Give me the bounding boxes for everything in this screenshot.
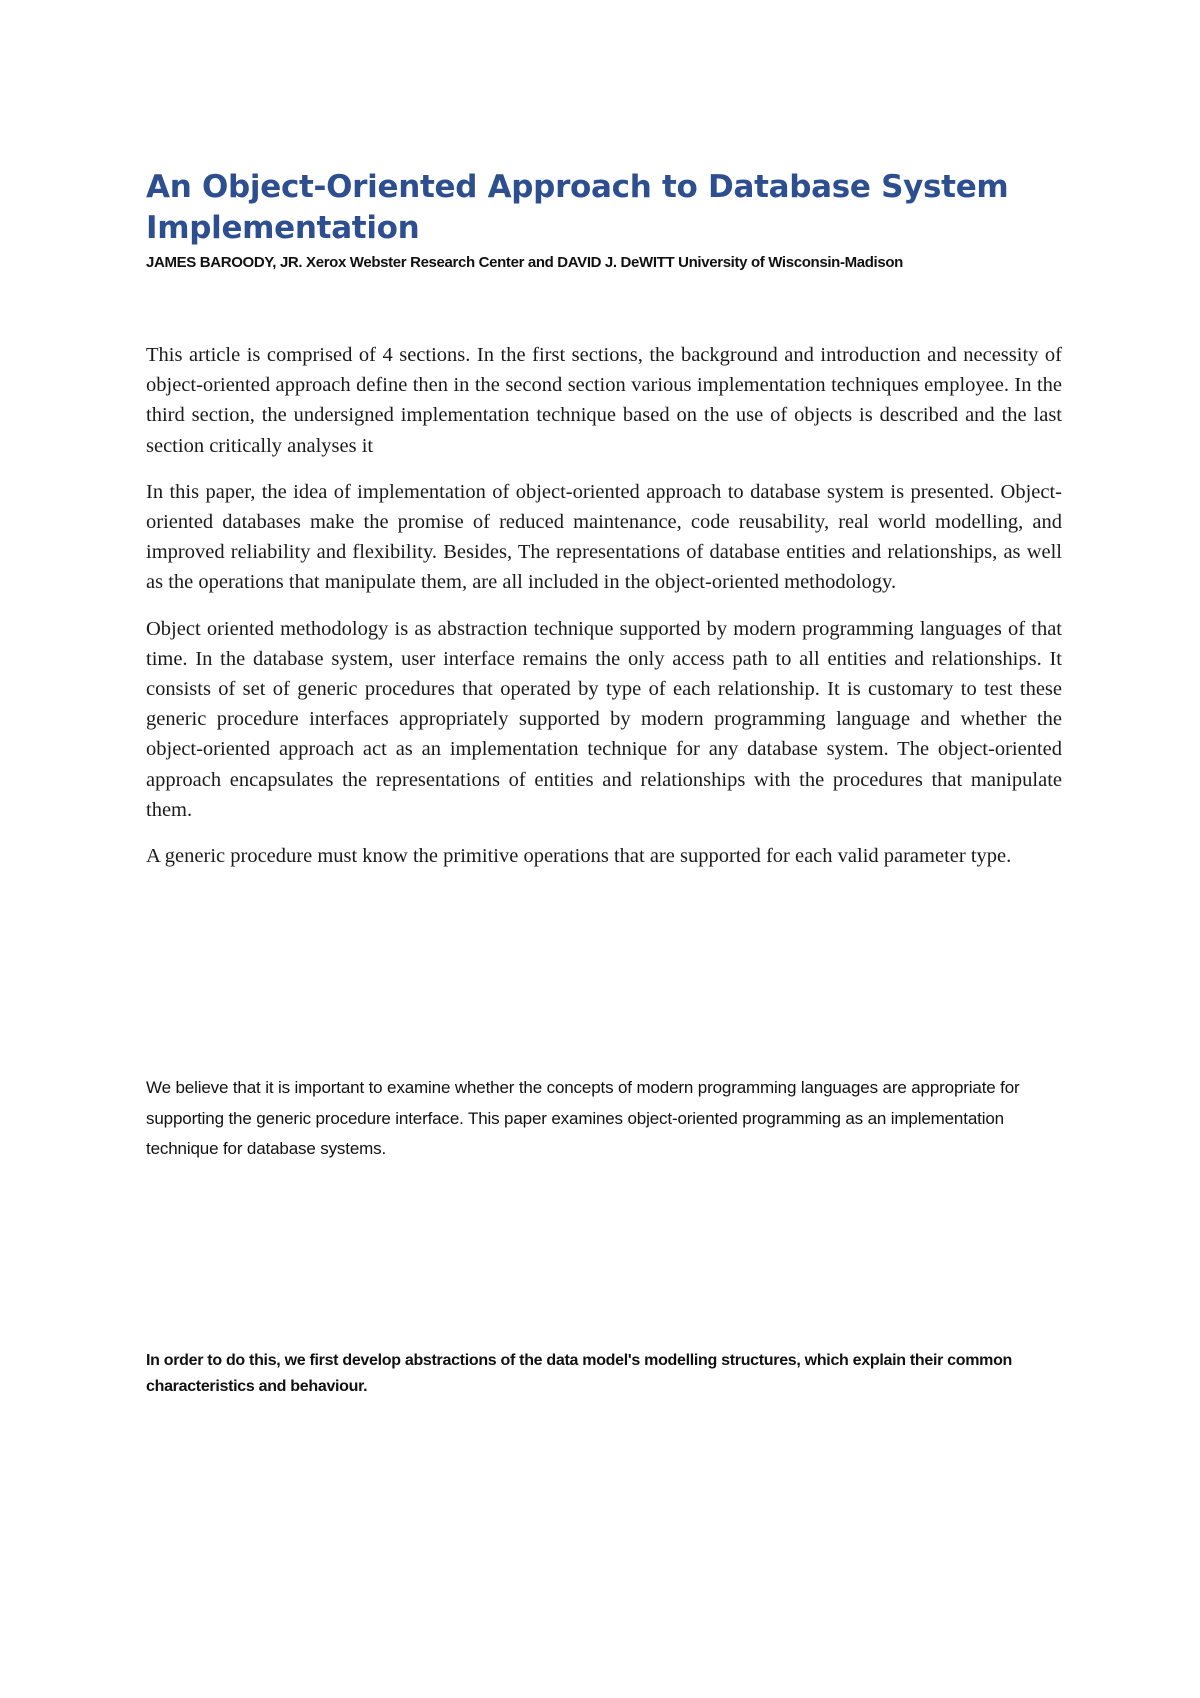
body-paragraph: A generic procedure must know the primitive operations that are supported for each valid parameter type. (146, 845, 1012, 868)
document-body (146, 340, 1062, 887)
body-paragraph: In this paper, the idea of implementation of object-oriented approach to database system is presented. Object-oriented databases make the promise of reduced maintenance, code reusability, real world modelling, and improved reliability and flexibility. Besides, The representations of database entities and relationships, as well as the operations that manipulate them, are all included in the object-oriented methodology. (146, 480, 1062, 594)
bold-note-paragraph: In order to do this, we first develop abstractions of the data model's modelling structures, which explain their common characteristics and behaviour. (146, 1352, 1013, 1395)
sans-note-paragraph: We believe that it is important to examine whether the concepts of modern programming languages are appropriate for supporting the generic procedure interface. This paper examines object-oriented programming as an implementation technique for database systems. (146, 1078, 1020, 1158)
document-title: An Object-Oriented Approach to Database System Implementation (146, 169, 1009, 246)
body-paragraph: Object oriented methodology is as abstraction technique supported by modern programming languages of that time. In the database system, user interface remains the only access path to all entities and relationships. It consists of set of generic procedures that operated by type of each relationship. It is customary to test these generic procedure interfaces appropriately supported by modern programming language and whether the object-oriented approach act as an implementation technique for any database system. The object-oriented approach encapsulates the representations of entities and relationships with the procedures that manipulate them. (146, 617, 1062, 821)
author-line: JAMES BAROODY, JR. Xerox Webster Research Center and DAVID J. DeWITT University of Wisconsin-Madison (146, 254, 903, 271)
body-paragraph: This article is comprised of 4 sections. In the first sections, the background and introduction and necessity of object-oriented approach define then in the second section various implementation techniques employee. In the third section, the undersigned implementation technique based on the use of objects is described and the last section critically analyses it (146, 344, 1062, 457)
